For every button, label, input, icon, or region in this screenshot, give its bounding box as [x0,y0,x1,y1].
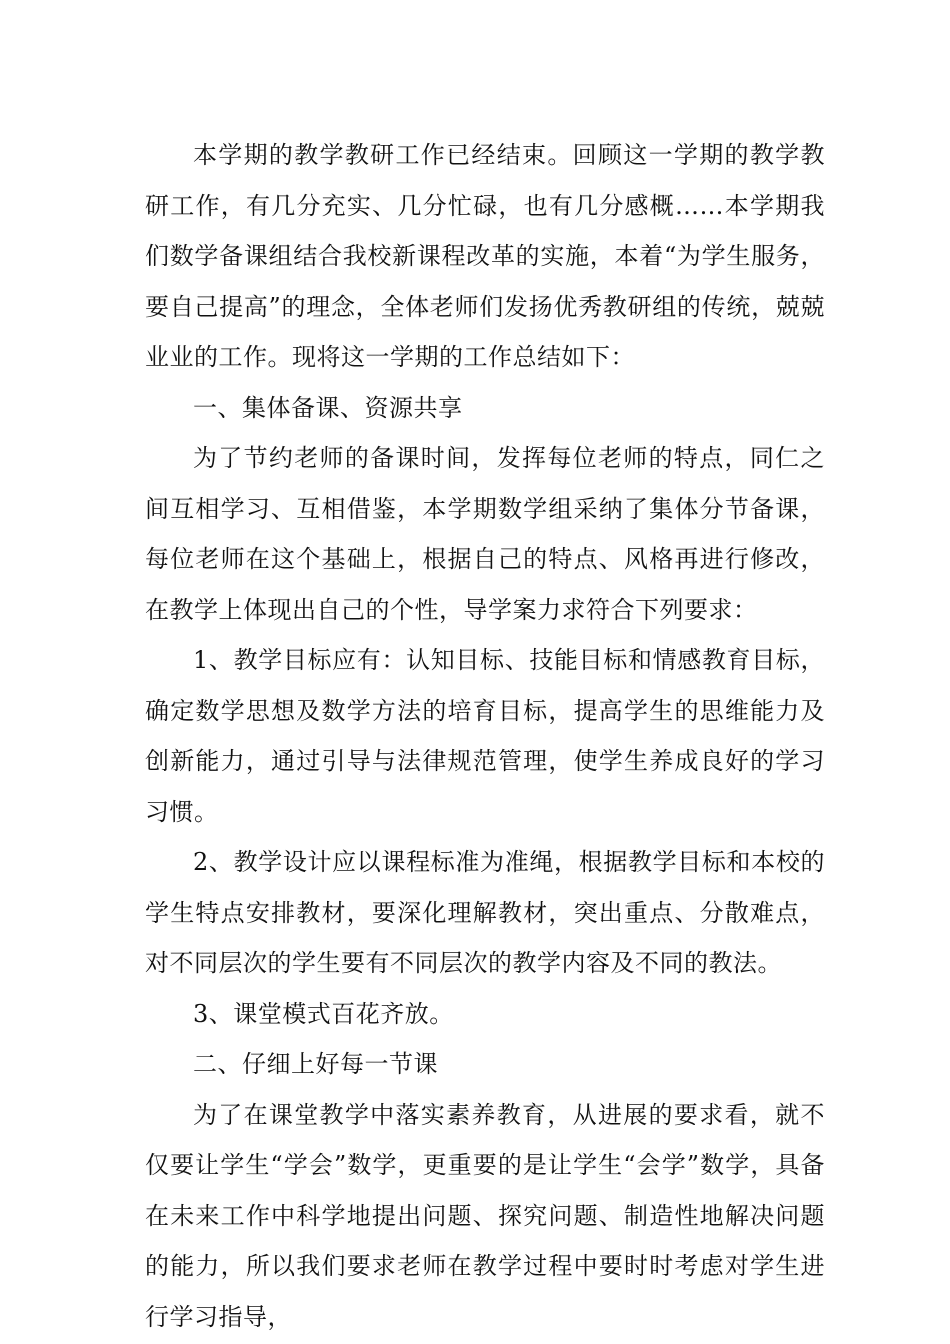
paragraph-classroom: 为了在课堂教学中落实素养教育，从进展的要求看，就不仅要让学生“学会”数学，更重要的是让学生“会学”数学，具备在未来工作中科学地提出问题、探究问题、制造性地解决问题的能力，所以我们要求老师在教学过程中要时时考虑对学生进行学习指导， [145,1100,825,1331]
document-body [145,130,825,1342]
paragraph-collective-prep: 为了节约老师的备课时间，发挥每位老师的特点，同仁之间互相学习、互相借鉴，本学期数学组采纳了集体分节备课，每位老师在这个基础上，根据自己的特点、风格再进行修改，在教学上体现出自己的个性，导学案力求符合下列要求： [145,444,825,624]
section-heading-2: 二、仔细上好每一节课 [193,1050,438,1078]
paragraph-intro: 本学期的教学教研工作已经结束。回顾这一学期的教学教研工作，有几分充实、几分忙碌，也有几分感概……本学期我们数学备课组结合我校新课程改革的实施，本着“为学生服务，要自己提高”的理念，全体老师们发扬优秀教研组的传统，兢兢业业的工作。现将这一学期的工作总结如下： [145,141,825,371]
list-item-2: 2、教学设计应以课程标准为准绳，根据教学目标和本校的学生特点安排教材，要深化理解教材，突出重点、分散难点，对不同层次的学生要有不同层次的教学内容及不同的教法。 [145,848,825,977]
section-heading-1: 一、集体备课、资源共享 [193,393,463,422]
list-item-3: 3、课堂模式百花齐放。 [193,999,454,1028]
list-item-1: 1、教学目标应有：认知目标、技能目标和情感教育目标，确定数学思想及数学方法的培育目标，提高学生的思维能力及创新能力，通过引导与法律规范管理，使学生养成良好的学习习惯。 [145,646,825,826]
